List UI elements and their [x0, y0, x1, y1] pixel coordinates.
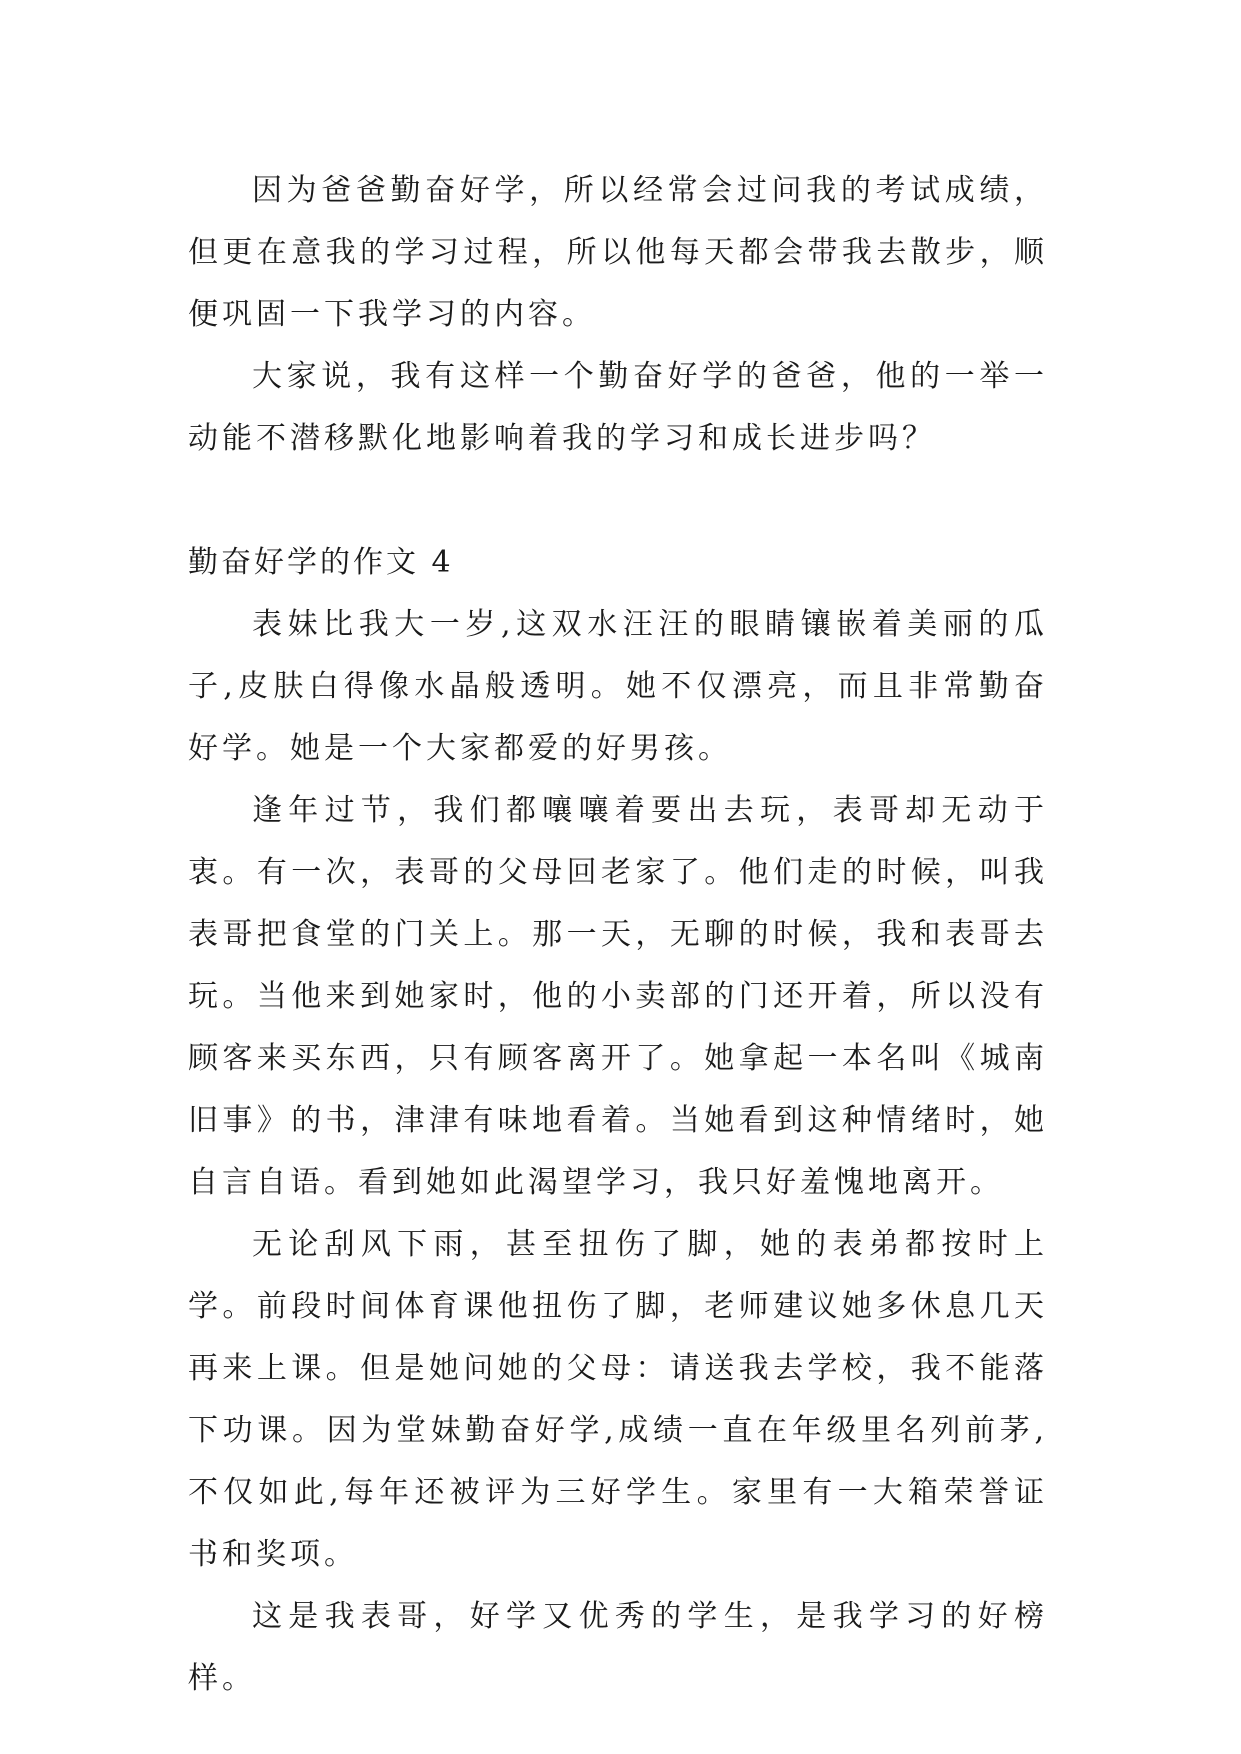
section-spacer [188, 470, 1048, 532]
document-page [188, 160, 1048, 1710]
paragraph-1: 因为爸爸勤奋好学，所以经常会过问我的考试成绩，但更在意我的学习过程，所以他每天都会带我去散步，顺便巩固一下我学习的内容。 [188, 173, 1048, 332]
paragraph-4: 逢年过节，我们都嚷嚷着要出去玩，表哥却无动于衷。有一次，表哥的父母回老家了。他们走的时候，叫我表哥把食堂的门关上。那一天，无聊的时候，我和表哥去玩。当他来到她家时，他的小卖部的门还开着，所以没有顾客来买东西，只有顾客离开了。她拿起一本名叫《城南旧事》的书，津津有味地看着。当她看到这种情绪时，她自言自语。看到她如此渴望学习，我只好羞愧地离开。 [188, 793, 1048, 1200]
paragraph-5: 无论刮风下雨，甚至扭伤了脚，她的表弟都按时上学。前段时间体育课他扭伤了脚，老师建议她多休息几天再来上课。但是她问她的父母：请送我去学校，我不能落下功课。因为堂妹勤奋好学,成绩一直在年级里名列前茅,不仅如此,每年还被评为三好学生。家里有一大箱荣誉证书和奖项。 [188, 1227, 1048, 1572]
paragraph-6: 这是我表哥，好学又优秀的学生，是我学习的好榜样。 [188, 1599, 1048, 1696]
paragraph-2: 大家说，我有这样一个勤奋好学的爸爸，他的一举一动能不潜移默化地影响着我的学习和成长进步吗？ [188, 359, 1048, 456]
paragraph-3: 表妹比我大一岁,这双水汪汪的眼睛镶嵌着美丽的瓜子,皮肤白得像水晶般透明。她不仅漂亮，而且非常勤奋好学。她是一个大家都爱的好男孩。 [188, 607, 1048, 766]
section-heading: 勤奋好学的作文 4 [188, 545, 454, 580]
